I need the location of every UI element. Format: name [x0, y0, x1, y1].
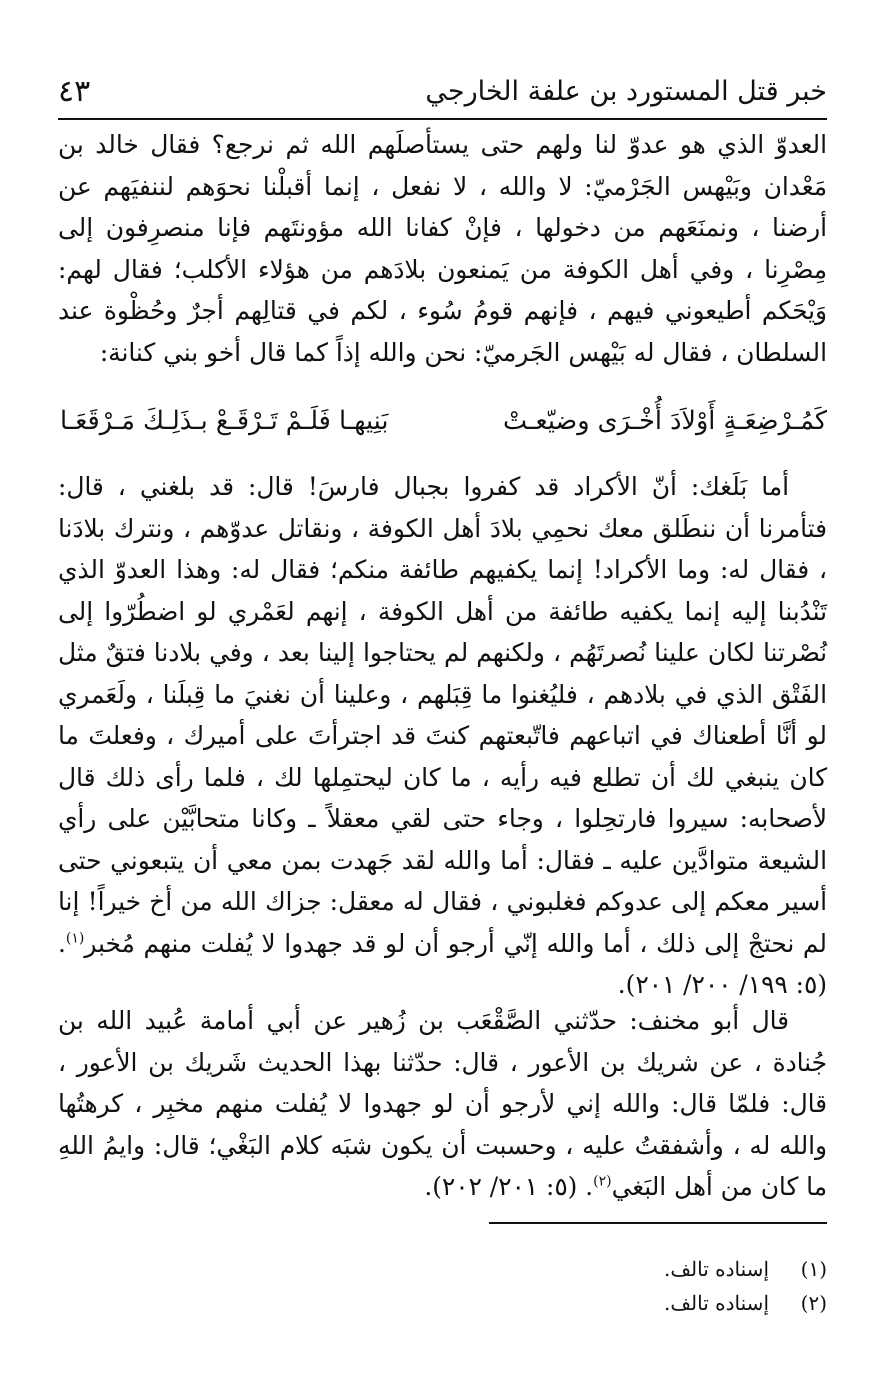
running-header [58, 66, 827, 116]
footnote-1 [58, 1252, 827, 1286]
verse-first-hemistich: كَمُـرْضِعَـةٍ أَوْلاَدَ أُخْـرَى وضيّعـتْ [503, 406, 827, 436]
footnote-number: (٢) [800, 1291, 827, 1315]
paragraph-1: العدوّ الذي هو عدوّ لنا ولهم حتى يستأصلَهم الله ثم نرجع؟ فقال خالد بن مَعْدان وبَيْهس الجَرْميّ: لا والله ، لا نفعل ، إنما أقبلْنا نحوَهم لننفيَهم عن أرضنا ، ونمنَعَهم من دخولها ، فإنْ كفانا الله مؤونتَهم فإنا منصرِفون إلى مِصْرِنا ، وفي أهل الكوفة من يَمنعون بلادَهم من هؤلاء الأكلب؛ فقال لهم: وَيْحَكم أطيعوني فيهم ، فإنهم قومُ سُوء ، لكم في قتالِهم أجرٌ وحُظْوة عند السلطان ، فقال له بَيْهس الجَرميّ: نحن والله إذاً كما قال أخو بني كنانة: [58, 130, 827, 367]
paragraph-2-text: أما بَلَغك: أنّ الأكراد قد كفروا بجبال فارسَ! قال: قد بلغني ، قال: فتأمرنا أن ننطَلق معك نحمِي بلادَ أهل الكوفة ، ونقاتل عدوّهم ، ونترك بلادَنا ، فقال له: وما الأكراد! إنما يكفيهم طائفة منكم؛ فقال له: وهذا العدوّ الذي تَنْدُبنا إليه إنما يكفيه طائفة من أهل الكوفة ، إنهم لعَمْري لو اضطُرّوا إلى نُصْرتنا لكان علينا نُصرتَهُم ، ولكنهم لم يحتاجوا إلينا بعد ، وفي بلادنا فتقٌ مثل الفَتْق الذي في بلادهم ، فليُغنوا ما قِبَلهم ، وعلينا أن نغنيَ ما قِبلَنا ، ولَعَمري لو أنَّا أطعناك في اتباعهم فاتّبعتهم كنتَ قد اجترأتَ على أميرك ، وفعلتَ ما كان ينبغي لك أن تطلع فيه رأيه ، ما كان ليحتمِلها لك ، فلما رأى ذلك قال لأصحابه: سيروا فارتحِلوا ، وجاء حتى لقي معقلاً ـ وكانا متحابَّيْن على رأي الشيعة متوادَّين عليه ـ فقال: أما والله لقد جَهدت بمن معي أن يتبعوني حتى أسير معكم إلى عدوكم فغلبوني ، فقال له معقل: جزاك الله من أخ خيراً! إنا لم نحتجْ إلى ذلك ، أما والله إنّي أرجو أن لو قد جهدوا لا يُفلت منهم مُخبر [58, 472, 827, 958]
footnote-rule [489, 1222, 827, 1224]
chapter-title: خبر قتل المستورد بن علفة الخارجي [425, 75, 827, 107]
paragraph-3 [58, 1000, 827, 1208]
footnote-ref-1: (١) [65, 930, 85, 947]
footnote-number: (١) [800, 1257, 827, 1281]
footnotes [58, 1252, 827, 1320]
footnote-ref-2: (٢) [593, 1173, 612, 1190]
poetry-verse [60, 400, 827, 442]
paragraph-3-text: قال أبو مخنف: حدّثني الصَّقْعَب بن زُهير عن أبي أمامة عُبيد الله بن جُنادة ، عن شريك بن الأعور ، قال: حدّثنا بهذا الحديث شَريك بن الأعور ، قال: فلمّا قال: والله إني لأرجو أن لو جهدوا لا يُفلت منهم مخبِر ، كرهتُها والله له ، وأشفقتُ عليه ، وحسبت أن يكون شبَه كلام البَغْي؛ قال: وايمُ اللهِ ما كان من أهل البَغي [58, 1006, 827, 1201]
page-number: ٤٣ [58, 73, 91, 109]
text-block-1 [58, 124, 827, 373]
footnote-text: إسناده تالف. [664, 1291, 769, 1315]
text-block-3 [58, 1000, 827, 1208]
header-rule [58, 118, 827, 120]
paragraph-2 [58, 466, 827, 1006]
text-block-2 [58, 466, 827, 1006]
footnote-text: إسناده تالف. [664, 1257, 769, 1281]
footnote-2 [58, 1286, 827, 1320]
paragraph-3-citation: . (٥: ٢٠١/ ٢٠٢). [424, 1172, 594, 1201]
verse-second-hemistich: بَنِيهـا فَلَـمْ تَـرْقَـعْ بـذَلِـكَ مَـرْقَعَـا [60, 406, 389, 436]
paragraph-2-citation: . (٥: ١٩٩/ ٢٠٠/ ٢٠١). [58, 928, 827, 999]
